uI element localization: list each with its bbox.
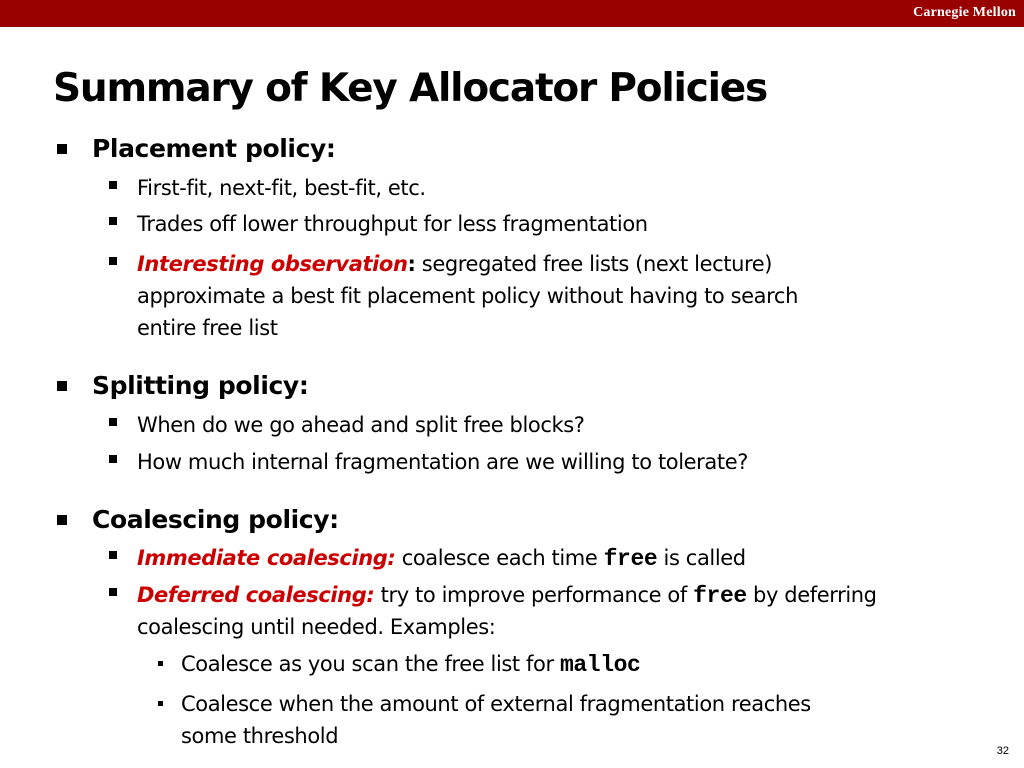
item-text: coalesce each time [395,546,604,570]
placement-item-2: Trades off lower throughput for less fragmentation [137,212,648,236]
splitting-item-2: How much internal fragmentation are we willing to tolerate? [137,450,748,474]
coalescing-sub-item-1 [181,648,640,681]
splitting-item-1: When do we go ahead and split free blocks? [137,413,585,437]
square-bullet-icon [109,551,117,559]
item-text: Coalesce as you scan the free list for [181,652,560,676]
square-bullet-icon [57,381,67,391]
code-free: free [603,546,658,572]
emphasis-text: Interesting observation [137,252,408,276]
square-bullet-icon [109,257,117,265]
slide-title: Summary of Key Allocator Policies [53,66,768,111]
square-bullet-icon [109,418,117,426]
item-text: try to improve performance of [374,583,694,607]
item-text: is called [657,546,746,570]
square-bullet-icon [109,455,117,463]
square-bullet-icon [57,515,67,525]
emphasis-text: Immediate coalescing: [137,546,396,570]
coalescing-sub-item-2-line-2: some threshold [181,724,339,748]
code-malloc: malloc [560,652,641,678]
placement-item-1: First-fit, next-fit, best-fit, etc. [137,176,426,200]
page-number: 32 [996,745,1009,757]
splitting-heading: Splitting policy: [92,371,309,400]
placement-item-3-line-2: approximate a best fit placement policy without having to search [137,284,798,308]
header-bar [0,0,1024,27]
placement-item-3-line-1 [137,248,772,280]
coalescing-heading: Coalescing policy: [92,505,339,534]
square-bullet-icon [57,144,67,154]
item-text: segregated free lists (next lecture) [415,252,773,276]
colon: : [407,252,416,276]
brand-label: Carnegie Mellon [913,5,1016,20]
item-text: by deferring [746,583,877,607]
small-square-bullet-icon [158,701,163,706]
emphasis-text: Deferred coalescing: [137,583,375,607]
code-free: free [693,583,747,609]
square-bullet-icon [109,588,117,596]
coalescing-sub-item-2-line-1: Coalesce when the amount of external fragmentation reaches [181,692,811,716]
coalescing-item-2-line-1 [137,579,877,612]
small-square-bullet-icon [158,661,163,666]
coalescing-item-2-line-2: coalescing until needed. Examples: [137,615,496,639]
square-bullet-icon [109,181,117,189]
placement-heading: Placement policy: [92,134,336,163]
coalescing-item-1 [137,542,746,575]
square-bullet-icon [109,217,117,225]
placement-item-3-line-3: entire free list [137,316,278,340]
